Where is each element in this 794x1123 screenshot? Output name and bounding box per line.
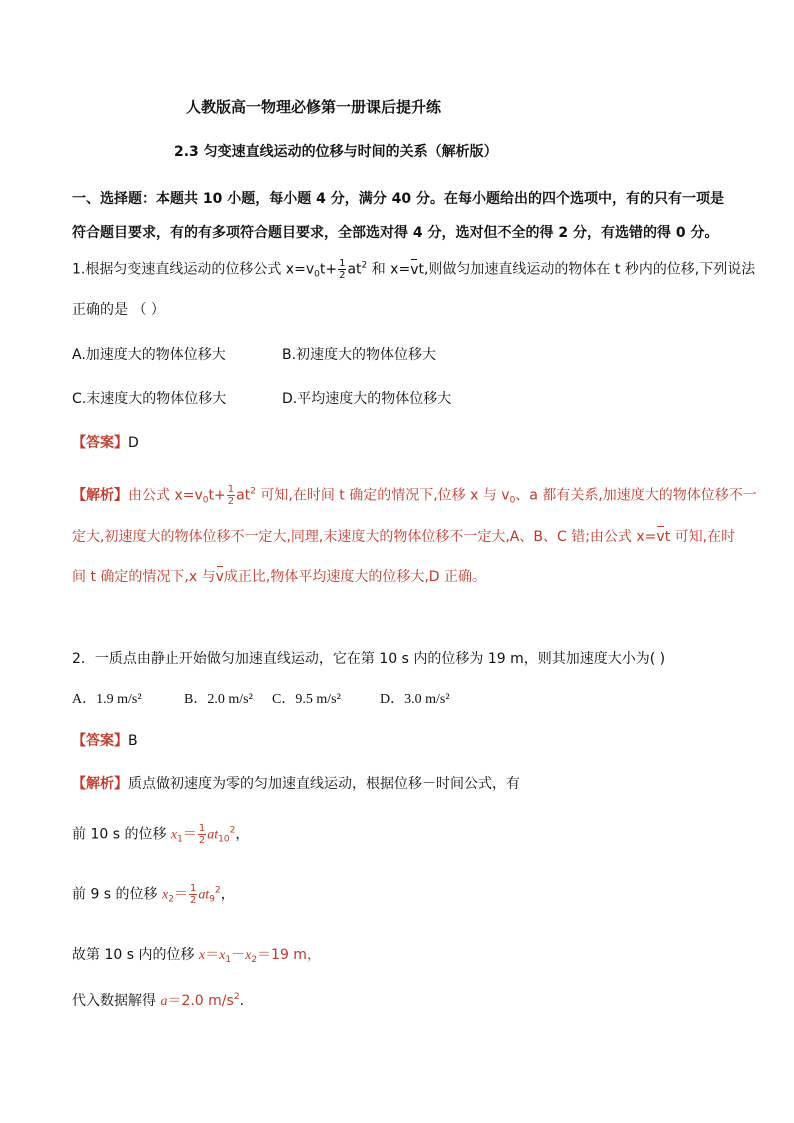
q2-analysis: 【解析】质点做初速度为零的匀加速直线运动，根据位移－时间公式，有 <box>72 776 520 792</box>
q2-option-d: D．3.0 m/s² <box>380 692 450 707</box>
q1-stem-line2: 正确的是 （ ） <box>72 302 165 318</box>
q2-option-c: C．9.5 m/s² <box>272 692 341 707</box>
q2-equation-3: 故第 10 s 内的位移 $x=x_1-x_2=19$ m， <box>72 947 321 965</box>
q1-stem-line1: 1.根据匀变速直线运动的位移公式 $x=v_0t+$ $\frac{1}{2}$ $at^2$ 和 x=vt,则做匀加速直线运动的物体在 t 秒内的位移,下列说法 <box>72 258 756 281</box>
q2-option-b: B．2.0 m/s² <box>184 692 253 707</box>
q2-equation-1: 前 10 s 的位移 $x_1=$ $\frac{1}{2}$ $at_{10}^2$， <box>72 823 250 846</box>
q2-stem: 2．一质点由静止开始做匀加速直线运动，它在第 10 s 内的位移为 19 m，则其加速度大小为( ) <box>72 651 666 667</box>
q1-fraction: $\frac{1}{2}$ <box>339 258 346 281</box>
q1-option-a: A.加速度大的物体位移大 <box>72 347 226 363</box>
document-subtitle: 2.3 匀变速直线运动的位移与时间的关系（解析版） <box>174 144 498 160</box>
q1-analysis-line3: 间 t 确定的情况下,x 与v成正比,物体平均速度大的位移大,D 正确。 <box>72 569 487 585</box>
q2-result: 代入数据解得 a＝2.0 $m/s^2$. <box>72 992 245 1009</box>
q1-analysis-line1: 【解析】由公式 $x=v_0t+$ $\frac{1}{2}$ $at^2$ 可知,在时间 t 确定的情况下,位移 x 与 $v_0$、a 都有关系,加速度大的物体位移不一 <box>72 484 757 507</box>
q2-equation-2: 前 9 s 的位移 $x_2=$ $\frac{1}{2}$ $at_9^2$， <box>72 883 235 906</box>
q1-option-b: B.初速度大的物体位移大 <box>282 347 437 363</box>
section-instructions: 一、选择题：本题共 10 小题，每小题 4 分，满分 40 分。在每小题给出的四个选项中，有的只有一项是符合题目要求，有的有多项符合题目要求，全部选对得 4 分，选对但不全的得 2 分，有选错的得 0 分。 <box>72 191 724 241</box>
v-bar: v <box>410 261 419 278</box>
q1-answer: 【答案】D <box>72 435 139 451</box>
q1-option-d: D.平均速度大的物体位移大 <box>282 391 452 407</box>
document-title: 人教版高一物理必修第一册课后提升练 <box>186 98 442 116</box>
q2-option-a: A．1.9 m/s² <box>72 692 142 707</box>
q2-answer: 【答案】B <box>72 733 138 749</box>
q1-analysis-line2: 定大,初速度大的物体位移不一定大,同理,末速度大的物体位移不一定大,A、B、C 错;由公式 x=vt 可知,在时 <box>72 529 736 545</box>
q1-option-c: C.末速度大的物体位移大 <box>72 391 227 407</box>
